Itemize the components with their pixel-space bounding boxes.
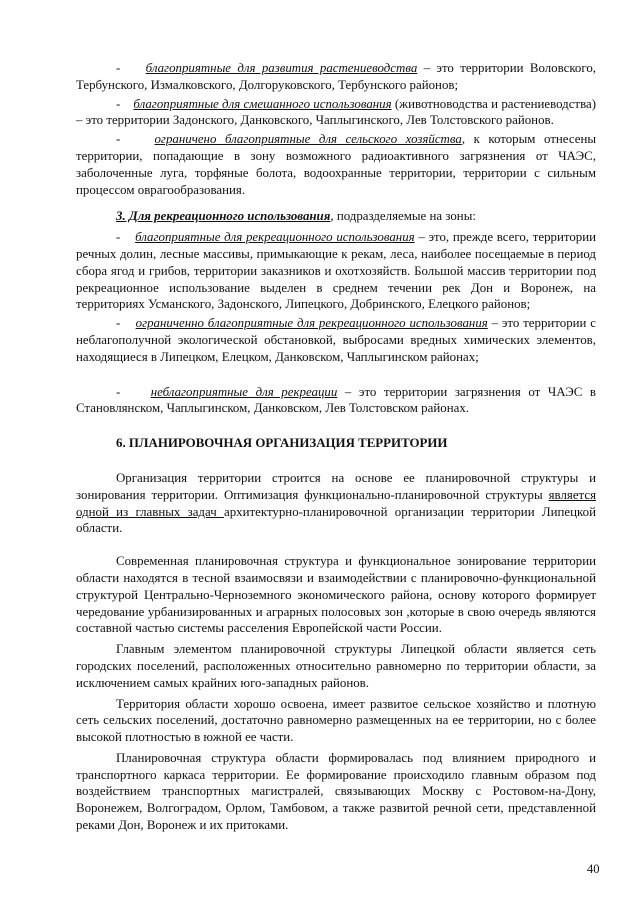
list-item xyxy=(76,131,596,198)
paragraph-underlined-text: является одной из главных задач xyxy=(76,487,596,519)
paragraph: Главным элементом планировочной структуры Липецкой области является сеть городских поселений, расположенных относительно равномерно по территории области, за исключением самых крайних юго-западных районов. xyxy=(76,642,596,690)
paragraph-text: Организация территории строится на основе ее планировочной структуры и зонирования территории. Оптимизация функционально-планировочной структуры xyxy=(76,470,596,502)
list-item-text: – это, прежде всего, территории речных долин, лесные массивы, примыкающие к рекам, леса, наиболее посещаемые в период сбора ягод и грибов, территории заказников и охотхозяйств. Большой массив территории под рекреационное использование выделен в среднем течении рек Дон и Воронеж, на территориях Усманского, Задонского, Липецкого, Добринского, Елецкого районов; xyxy=(76,230,597,312)
list-item-term: ограничено благоприятные для сельского хозяйства xyxy=(154,132,462,147)
list-item-term: ограниченно благоприятные для рекреационного использования xyxy=(135,316,488,331)
list-item xyxy=(76,384,596,418)
list-item-term: благоприятные для развития растениеводства xyxy=(145,61,418,75)
section-intro xyxy=(76,208,596,225)
list-item xyxy=(76,60,596,94)
list-dash: - xyxy=(116,96,121,111)
list-item-text: – это территории загрязнения от ЧАЭС в Становлянском, Чаплыгинском, Данковском, Лев Толстовском районах. xyxy=(76,384,597,416)
section-text: , подразделяемые на зоны: xyxy=(330,209,476,224)
list-item-term: благоприятные для рекреационного использования xyxy=(135,230,415,245)
list-item-text: , к которым отнесены территории, попадающие в зону возможного радиоактивного загрязнения от ЧАЭС, заболоченные луга, торфяные болота, водоохранные территории, территории с сильным процессом оврагообразования. xyxy=(76,132,597,197)
page-body xyxy=(76,60,596,834)
list-item xyxy=(76,229,596,313)
list-item-text: – это территории с неблагополучной экологической обстановкой, выбросами вредных химических элементов, находящиеся в Липецком, Елецком, Данковском, Чаплыгинском районах; xyxy=(76,316,597,364)
list-dash: - xyxy=(116,230,121,245)
paragraph-text: архитектурно-планировочной организации территории Липецкой области. xyxy=(76,504,596,536)
section-heading: 6. ПЛАНИРОВОЧНАЯ ОРГАНИЗАЦИЯ ТЕРРИТОРИИ xyxy=(116,436,448,451)
list-item-term: благоприятные для смешанного использования xyxy=(133,96,392,111)
list-item xyxy=(76,96,596,130)
list-item-term: неблагоприятные для рекреации xyxy=(150,384,338,399)
list-item xyxy=(76,315,596,365)
section-label: 3. Для рекреационного использования xyxy=(116,209,331,224)
list-dash: - xyxy=(116,132,121,147)
list-item-text: – это территории Воловского, Тербунского, Измалковского, Долгоруковского, Тербунского районов; xyxy=(76,61,597,92)
paragraph: Территория области хорошо освоена, имеет развитое сельское хозяйство и плотную сеть сельских поселений, достаточно равномерно размещенных на ее территории, но с более высокой плотностью в южной ее части. xyxy=(76,696,596,745)
paragraph: Планировочная структура области формировалась под влиянием природного и транспортного каркаса территории. Ее формирование происходило главным образом под воздействием транспортных магистралей, связывающих Москву с Ростовом-на-Дону, Воронежем, Волгоградом, Орлом, Тамбовом, а также развитой речной сети, представленной реками Дон, Воронеж и их притоками. xyxy=(76,750,596,833)
list-item-text: (животноводства и растениеводства) – это территории Задонского, Данковского, Чаплыгинского, Лев Толстовского районов. xyxy=(76,96,596,128)
list-dash: - xyxy=(116,316,121,331)
paragraph xyxy=(76,470,596,537)
paragraph: Современная планировочная структура и функциональное зонирование территории области находятся в тесной взаимосвязи и взаимодействии с планировочно-функциональной структурой Центрально-Черноземного экономического района, основу которого формирует чередование урбанизированных и аграрных полосовых зон ,которые в свою очередь являются составной частью системы расселения Европейской части России. xyxy=(76,554,596,636)
page-number: 40 xyxy=(587,862,600,876)
list-dash: - xyxy=(116,61,121,75)
list-dash: - xyxy=(116,384,121,399)
